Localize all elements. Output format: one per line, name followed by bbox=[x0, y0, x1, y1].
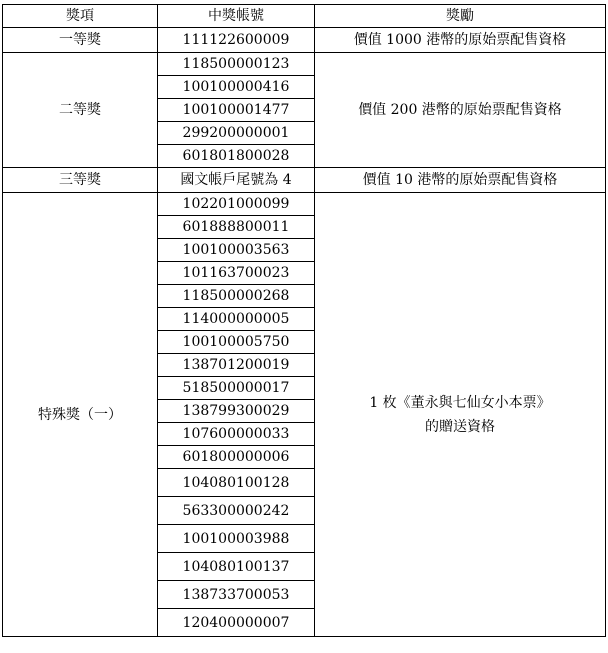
reward-line: 1 枚《董永與七仙女小本票》 bbox=[369, 394, 551, 411]
account-number: 118500000123 bbox=[158, 53, 315, 76]
table-row bbox=[3, 53, 606, 76]
account-number: 100100001477 bbox=[158, 99, 315, 122]
account-number: 138799300029 bbox=[158, 400, 315, 423]
account-number: 111122600009 bbox=[158, 28, 315, 53]
account-number: 601801800028 bbox=[158, 145, 315, 168]
account-number: 104080100128 bbox=[158, 469, 315, 497]
reward-description bbox=[315, 193, 606, 637]
account-number: 299200000001 bbox=[158, 122, 315, 145]
account-number: 102201000099 bbox=[158, 193, 315, 216]
table-row bbox=[3, 193, 606, 216]
header-reward: 獎勵 bbox=[315, 5, 606, 28]
prize-name: 三等獎 bbox=[3, 168, 158, 193]
account-number: 601888800011 bbox=[158, 216, 315, 239]
prize-name: 特殊獎（一） bbox=[3, 193, 158, 637]
account-number: 563300000242 bbox=[158, 497, 315, 525]
account-number: 138701200019 bbox=[158, 354, 315, 377]
prize-name: 二等獎 bbox=[3, 53, 158, 168]
header-prize: 獎項 bbox=[3, 5, 158, 28]
account-number: 101163700023 bbox=[158, 262, 315, 285]
reward-description bbox=[315, 168, 606, 193]
account-number: 國文帳戶尾號為 4 bbox=[158, 168, 315, 193]
account-number: 120400000007 bbox=[158, 609, 315, 637]
account-number: 100100000416 bbox=[158, 76, 315, 99]
reward-description bbox=[315, 28, 606, 53]
reward-description bbox=[315, 53, 606, 168]
account-number: 104080100137 bbox=[158, 553, 315, 581]
account-number: 601800000006 bbox=[158, 446, 315, 469]
account-number: 114000000005 bbox=[158, 308, 315, 331]
reward-line: 價值 200 港幣的原始票配售資格 bbox=[358, 102, 562, 118]
reward-line: 的贈送資格 bbox=[425, 418, 495, 435]
reward-line: 價值 1000 港幣的原始票配售資格 bbox=[353, 32, 567, 48]
account-number: 518500000017 bbox=[158, 377, 315, 400]
table-row bbox=[3, 28, 606, 53]
table-row bbox=[3, 168, 606, 193]
header-row bbox=[3, 5, 606, 28]
prize-table bbox=[2, 4, 606, 637]
account-number: 100100003988 bbox=[158, 525, 315, 553]
header-account: 中獎帳號 bbox=[158, 5, 315, 28]
account-number: 107600000033 bbox=[158, 423, 315, 446]
prize-name: 一等獎 bbox=[3, 28, 158, 53]
account-number: 118500000268 bbox=[158, 285, 315, 308]
account-number: 138733700053 bbox=[158, 581, 315, 609]
reward-line: 價值 10 港幣的原始票配售資格 bbox=[362, 172, 558, 188]
account-number: 100100005750 bbox=[158, 331, 315, 354]
account-number: 100100003563 bbox=[158, 239, 315, 262]
